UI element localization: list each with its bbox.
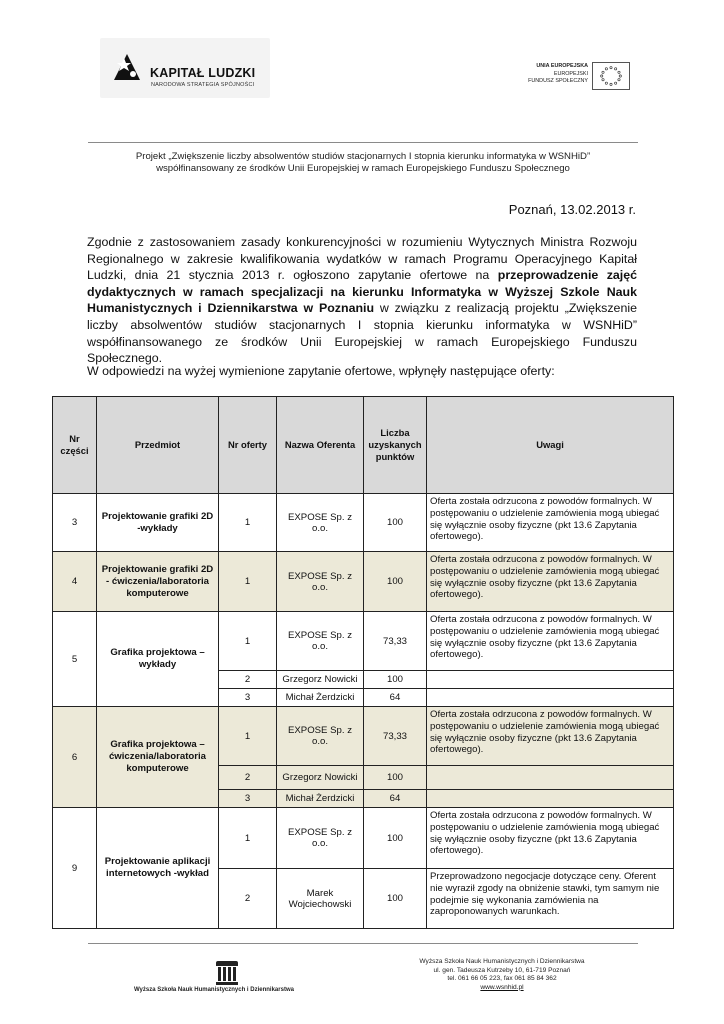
offer-number: 1 [219, 612, 277, 671]
points: 64 [364, 790, 427, 808]
footer-address-line1: Wyższa Szkoła Nauk Humanistycznych i Dziennikarstwa [419, 958, 585, 965]
school-building-icon [216, 961, 238, 985]
intro-paragraph [87, 234, 637, 367]
points: 100 [364, 671, 427, 689]
eu-line2: EUROPEJSKI [553, 70, 588, 77]
part-number: 9 [53, 808, 97, 929]
offers-table [52, 396, 674, 929]
remarks [427, 689, 674, 707]
footer-divider [88, 943, 638, 944]
table-row [53, 707, 674, 766]
header-points: Liczba uzyskanych punktów [364, 397, 427, 494]
table-row [53, 808, 674, 869]
offer-number: 2 [219, 869, 277, 929]
remarks: Oferta została odrzucona z powodów formalnych. W postępowaniu o udzielenie zamówienia mogą ubiegać się wyłącznie osoby fizyczne (pkt 13.6 Zapytania ofertowego). [427, 552, 674, 612]
remarks [427, 671, 674, 689]
bidder-name: Michał Żerdzicki [277, 689, 364, 707]
offer-number: 1 [219, 808, 277, 869]
bidder-name: EXPOSE Sp. z o.o. [277, 552, 364, 612]
bidder-name: EXPOSE Sp. z o.o. [277, 612, 364, 671]
project-line1: Projekt „Zwiększenie liczby absolwentów studiów stacjonarnych I stopnia kierunku informatyka w WSNHiD” [135, 151, 591, 162]
points: 100 [364, 869, 427, 929]
table-header-row [53, 397, 674, 494]
offer-number: 2 [219, 766, 277, 790]
project-info [80, 151, 646, 175]
header-divider [88, 142, 638, 143]
footer-address [404, 958, 600, 992]
bidder-name: Michał Żerdzicki [277, 790, 364, 808]
subject: Projektowanie grafiki 2D -wykłady [97, 494, 219, 552]
table-row [53, 494, 674, 552]
offer-number: 1 [219, 707, 277, 766]
footer-website-link[interactable]: www.wsnhid.pl [480, 983, 524, 991]
eu-logo [510, 62, 626, 94]
kapital-ludzki-logo [100, 38, 270, 98]
points: 73,33 [364, 707, 427, 766]
eu-line1: UNIA EUROPEJSKA [536, 63, 588, 69]
bidder-name: Marek Wojciechowski [277, 869, 364, 929]
points: 100 [364, 766, 427, 790]
remarks: Przeprowadzono negocjacje dotyczące ceny. Oferent nie wyraził zgody na obniżenie stawki, tym samym nie podejmie się wykonania zamówienia na zaproponowanych warunkach. [427, 869, 674, 929]
kapital-ludzki-emblem-icon [112, 52, 142, 82]
eu-logo-text [510, 63, 588, 86]
points: 64 [364, 689, 427, 707]
part-number: 4 [53, 552, 97, 612]
subject: Grafika projektowa – ćwiczenia/laboratoria komputerowe [97, 707, 219, 808]
remarks [427, 790, 674, 808]
table-row [53, 552, 674, 612]
part-number: 6 [53, 707, 97, 808]
points: 73,33 [364, 612, 427, 671]
intro-text-a: Zgodnie z zastosowaniem zasady konkurencyjności w rozumieniu Wytycznych Ministra Rozwoju Regionalnego w zakresie kwalifikowania wydatków w ramach Programu Operacyjnego Kapitał Ludzki, dnia 21 stycznia 2013 r. ogłoszono zapytanie ofertowe na [87, 235, 637, 283]
eu-line3: FUNDUSZ SPOŁECZNY [528, 78, 588, 84]
header-offer-no: Nr oferty [219, 397, 277, 494]
part-number: 5 [53, 612, 97, 707]
points: 100 [364, 552, 427, 612]
subject: Grafika projektowa – wykłady [97, 612, 219, 707]
project-line2: współfinansowany ze środków Unii Europejskiej w ramach Europejskiego Funduszu Społecznego [156, 163, 570, 174]
bidder-name: EXPOSE Sp. z o.o. [277, 494, 364, 552]
letter-date: Poznań, 13.02.2013 r. [508, 202, 636, 217]
intro-text-b: w związku z realizacją projektu „Zwiększenie liczby absolwentów studiów stacjonarnych I stopnia kierunku informatyka w WSNHiD” współfinansowanego ze środków Unii Europejskiej w ramach Europejskiego Funduszu Społecznego. [87, 301, 637, 366]
part-number: 3 [53, 494, 97, 552]
bidder-name: Grzegorz Nowicki [277, 671, 364, 689]
points: 100 [364, 494, 427, 552]
subject: Projektowanie grafiki 2D - ćwiczenia/laboratoria komputerowe [97, 552, 219, 612]
header-remarks: Uwagi [427, 397, 674, 494]
header-bidder: Nazwa Oferenta [277, 397, 364, 494]
table-row [53, 612, 674, 671]
offer-number: 1 [219, 494, 277, 552]
kapital-ludzki-subtitle: NARODOWA STRATEGIA SPÓJNOŚCI [151, 82, 255, 88]
footer-school-name: Wyższa Szkoła Nauk Humanistycznych i Dziennikarstwa [134, 987, 294, 993]
header-subject: Przedmiot [97, 397, 219, 494]
remarks: Oferta została odrzucona z powodów formalnych. W postępowaniu o udzielenie zamówienia mogą ubiegać się wyłącznie osoby fizyczne (pkt 13.6 Zapytania ofertowego). [427, 808, 674, 869]
kapital-ludzki-title: KAPITAŁ LUDZKI [150, 66, 256, 80]
footer-address-line3: tel. 061 66 05 223, fax 061 85 84 362 [447, 975, 557, 983]
offer-number: 3 [219, 689, 277, 707]
remarks: Oferta została odrzucona z powodów formalnych. W postępowaniu o udzielenie zamówienia mogą ubiegać się wyłącznie osoby fizyczne (pkt 13.6 Zapytania ofertowego). [427, 707, 674, 766]
footer-address-line2: ul. gen. Tadeusza Kutrzeby 10, 61-719 Poznań [433, 966, 571, 974]
remarks [427, 766, 674, 790]
remarks: Oferta została odrzucona z powodów formalnych. W postępowaniu o udzielenie zamówienia mogą ubiegać się wyłącznie osoby fizyczne (pkt 13.6 Zapytania ofertowego). [427, 494, 674, 552]
bidder-name: EXPOSE Sp. z o.o. [277, 808, 364, 869]
offer-number: 1 [219, 552, 277, 612]
bidder-name: EXPOSE Sp. z o.o. [277, 707, 364, 766]
offer-number: 3 [219, 790, 277, 808]
offer-number: 2 [219, 671, 277, 689]
eu-flag-icon [592, 62, 630, 90]
remarks: Oferta została odrzucona z powodów formalnych. W postępowaniu o udzielenie zamówienia mogą ubiegać się wyłącznie osoby fizyczne (pkt 13.6 Zapytania ofertowego). [427, 612, 674, 671]
offers-intro: W odpowiedzi na wyżej wymienione zapytanie ofertowe, wpłynęły następujące oferty: [87, 364, 555, 378]
subject: Projektowanie aplikacji internetowych -wykład [97, 808, 219, 929]
bidder-name: Grzegorz Nowicki [277, 766, 364, 790]
header-part-no: Nr części [53, 397, 97, 494]
intro-text-bold: przeprowadzenie zajęć dydaktycznych w ramach specjalizacji na kierunku Informatyka w Wyższej Szkole Nauk Humanistycznych i Dziennikarstwa w Poznaniu [87, 268, 638, 316]
points: 100 [364, 808, 427, 869]
